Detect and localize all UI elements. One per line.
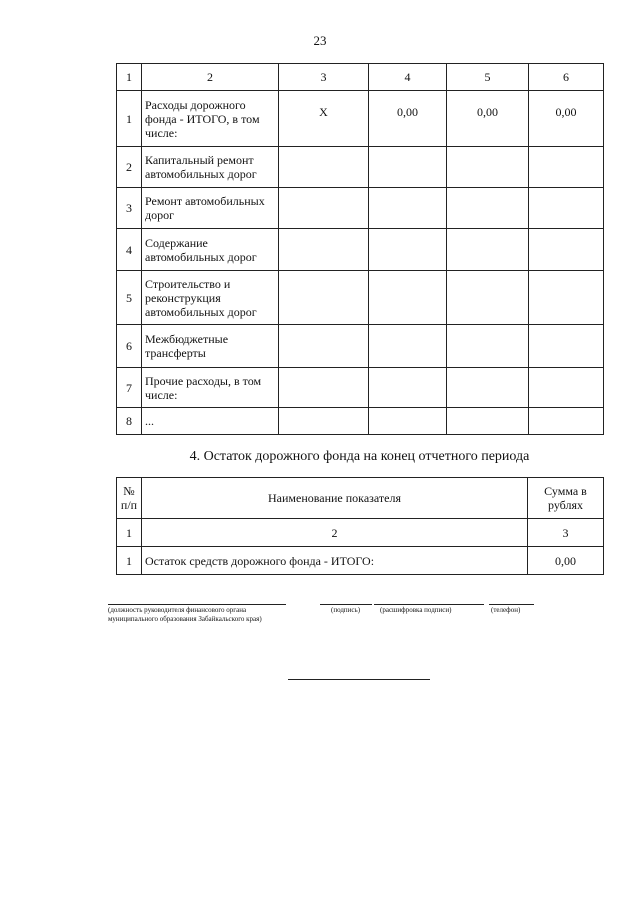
row-value	[369, 408, 447, 435]
phone-caption: (телефон)	[491, 606, 521, 614]
table-col-numbers-row	[117, 519, 604, 547]
expenses-table	[116, 63, 604, 435]
row-name: Строительство и реконструкция автомобильных дорог	[142, 271, 279, 325]
table-header-row	[117, 478, 604, 519]
decoding-line	[374, 604, 484, 605]
row-value	[529, 229, 604, 271]
row-value	[447, 408, 529, 435]
row-name: Расходы дорожного фонда - ИТОГО, в том числе:	[142, 91, 279, 147]
row-number: 7	[117, 368, 142, 408]
signature-caption: (подпись)	[331, 606, 361, 614]
header-cell: 6	[529, 64, 604, 91]
header-number: № п/п	[117, 478, 142, 519]
row-number: 5	[117, 271, 142, 325]
row-name: Капитальный ремонт автомобильных дорог	[142, 147, 279, 188]
row-number: 3	[117, 188, 142, 229]
row-value	[529, 188, 604, 229]
col-number: 2	[142, 519, 528, 547]
row-value	[529, 408, 604, 435]
closing-line	[288, 679, 430, 680]
row-value	[447, 147, 529, 188]
table-row	[117, 188, 604, 229]
section-title: 4. Остаток дорожного фонда на конец отчетного периода	[189, 449, 530, 464]
row-number: 6	[117, 325, 142, 368]
row-value	[447, 325, 529, 368]
page-number: 23	[313, 33, 327, 48]
table-row	[117, 408, 604, 435]
signature-line	[320, 604, 372, 605]
table-row	[117, 368, 604, 408]
decoding-caption: (расшифровка подписи)	[380, 606, 452, 614]
table-row	[117, 147, 604, 188]
position-caption: (должность руководителя финансового органа муниципального образования Забайкальского края)	[108, 606, 262, 623]
row-value: 0,00	[529, 91, 604, 147]
row-value	[369, 271, 447, 325]
row-number: 8	[117, 408, 142, 435]
row-value	[369, 188, 447, 229]
row-name: Ремонт автомобильных дорог	[142, 188, 279, 229]
row-value: 0,00	[447, 91, 529, 147]
row-value	[447, 271, 529, 325]
row-name: ...	[142, 408, 279, 435]
row-value	[279, 325, 369, 368]
row-value	[279, 188, 369, 229]
table-header-row	[117, 64, 604, 91]
row-number: 1	[117, 547, 142, 575]
row-value	[529, 325, 604, 368]
table-row	[117, 271, 604, 325]
position-line	[108, 604, 286, 605]
col-number: 3	[528, 519, 604, 547]
row-value	[279, 229, 369, 271]
row-value	[447, 188, 529, 229]
phone-line	[489, 604, 534, 605]
row-value	[529, 368, 604, 408]
table-row	[117, 91, 604, 147]
table-row	[117, 229, 604, 271]
col-number: 1	[117, 519, 142, 547]
row-value	[369, 147, 447, 188]
row-number: 2	[117, 147, 142, 188]
row-number: 1	[117, 91, 142, 147]
row-value	[447, 368, 529, 408]
row-value	[279, 408, 369, 435]
row-name: Содержание автомобильных дорог	[142, 229, 279, 271]
header-name: Наименование показателя	[142, 478, 528, 519]
table-row	[117, 547, 604, 575]
row-name: Остаток средств дорожного фонда - ИТОГО:	[142, 547, 528, 575]
row-value	[447, 229, 529, 271]
header-cell: 4	[369, 64, 447, 91]
row-name: Межбюджетные трансферты	[142, 325, 279, 368]
row-value	[369, 325, 447, 368]
row-value: 0,00	[369, 91, 447, 147]
row-value	[279, 368, 369, 408]
table-row	[117, 325, 604, 368]
header-cell: 3	[279, 64, 369, 91]
row-name: Прочие расходы, в том числе:	[142, 368, 279, 408]
row-value	[369, 368, 447, 408]
header-sum: Сумма в рублях	[528, 478, 604, 519]
row-value	[279, 147, 369, 188]
row-value	[279, 271, 369, 325]
row-sum: 0,00	[528, 547, 604, 575]
row-value	[369, 229, 447, 271]
row-number: 4	[117, 229, 142, 271]
header-cell: 5	[447, 64, 529, 91]
row-value	[529, 271, 604, 325]
row-value: Х	[279, 91, 369, 147]
header-cell: 1	[117, 64, 142, 91]
balance-table	[116, 477, 604, 575]
row-value	[529, 147, 604, 188]
header-cell: 2	[142, 64, 279, 91]
